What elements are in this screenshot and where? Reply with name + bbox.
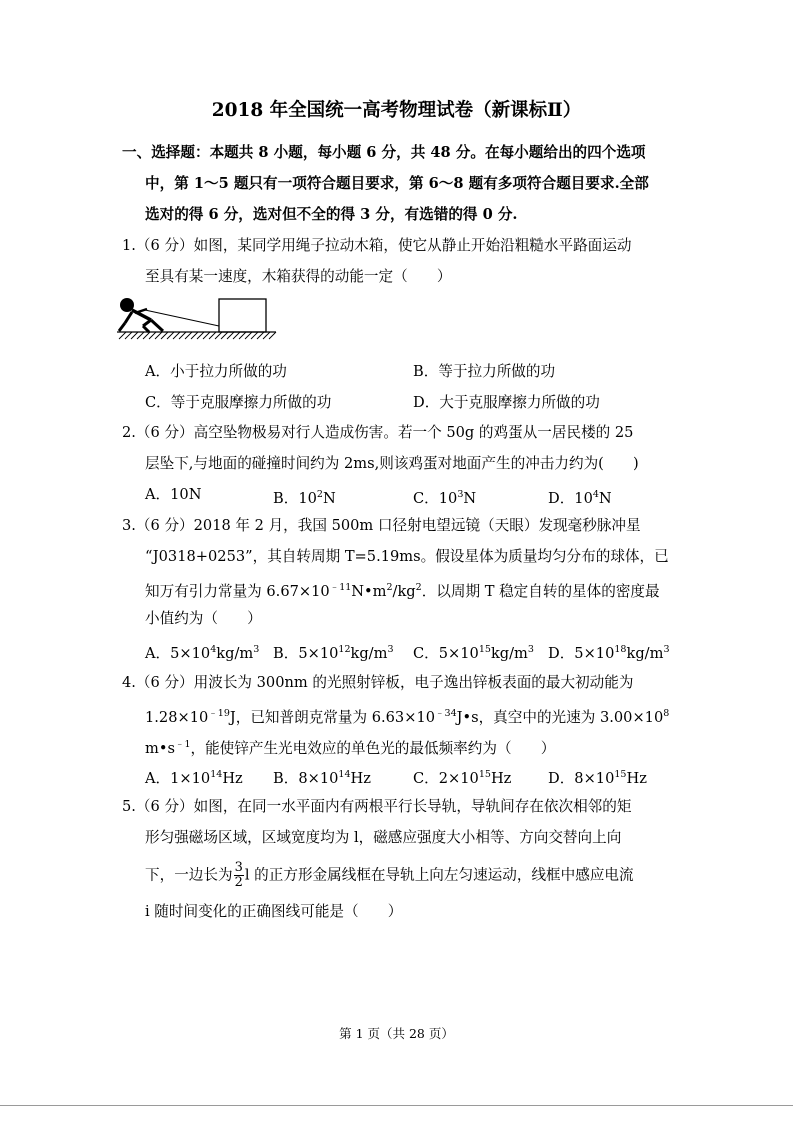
question-5-line-2: 形匀强磁场区域，区域宽度均为 l，磁感应强度大小相等、方向交替向上向 [145,829,622,846]
fraction-three-halves: $\frac{3}{2}$ [234,860,243,890]
question-4-option-b: B．$8\times 10^{14}Hz$ [273,769,371,787]
question-3-option-a: A．$5\times 10^4kg/m^3$ [145,644,260,662]
question-4-line-1: 4.（6 分）用波长为 300nm 的光照射锌板，电子逸出锌板表面的最大初动能为 [122,674,634,691]
question-2-option-c: C．$10^3N$ [413,489,477,507]
question-3-line-1: 3.（6 分）2018 年 2 月，我国 500m 口径射电望远镜（天眼）发现毫秒脉冲星 [122,517,641,534]
question-1-option-b: B．等于拉力所做的功 [413,363,556,380]
question-5-line-3: 下，一边长为 $\frac{3}{2}$ l 的正方形金属线框在导轨上向左匀速运动，线框中感应电流 [145,860,634,890]
question-4-option-c: C．$2\times 10^{15}Hz$ [413,769,512,787]
page-title: 2018 年全国统一高考物理试卷（新课标Ⅱ） [211,100,582,121]
question-3-line-4: 小值约为（ ） [145,610,262,627]
section-instructions-line-1: 一、选择题：本题共 8 小题，每小题 6 分，共 48 分。在每小题给出的四个选项 [122,144,646,161]
question-1-option-c: C．等于克服摩擦力所做的功 [145,394,332,411]
question-1-option-a: A．小于拉力所做的功 [145,363,287,380]
question-1-line-1: 1.（6 分）如图，某同学用绳子拉动木箱，使它从静止开始沿粗糙水平路面运动 [122,237,632,254]
question-3-option-d: D．$5\times 10^{18}kg/m^3$ [548,644,670,662]
question-3-line-2: “J0318+0253”，其自转周期 T=5.19ms。假设星体为质量均匀分布的球体，已 [145,548,669,565]
question-5-line-4: i 随时间变化的正确图线可能是（ ） [145,903,403,920]
question-3-line-3: 知万有引力常量为 $6.67\times 10^{﹣11}N•m^2/kg^2$．以周期 T 稳定自转的星体的密度最 [145,582,660,600]
question-2-line-1: 2.（6 分）高空坠物极易对行人造成伤害。若一个 50g 的鸡蛋从一居民楼的 25 [122,424,634,441]
question-4-line-2: $1.28\times 10^{﹣19}J$，已知普朗克常量为 $6.63\times 10^{﹣34}J•s$，真空中的光速为 $3.00\times 10^8$ [145,708,670,726]
question-3-option-b: B．$5\times 10^{12}kg/m^3$ [273,644,394,662]
question-2-option-b: B．$10^2N$ [273,489,336,507]
page-footer: 第 1 页（共 28 页） [339,1026,454,1041]
page-bottom-rule [0,1105,793,1106]
question-4-line-3: $m•s^{﹣1}$，能使锌产生光电效应的单色光的最低频率约为（ ） [145,739,556,757]
question-4-option-a: A．$1\times 10^{14}Hz$ [145,769,243,787]
section-instructions-line-3: 选对的得 6 分，选对但不全的得 3 分，有选错的得 0 分. [145,206,518,223]
question-1-line-2: 至具有某一速度，木箱获得的动能一定（ ） [145,268,452,285]
question-3-option-c: C．$5\times 10^{15}kg/m^3$ [413,644,534,662]
question-1-figure [113,290,278,345]
question-1-option-d: D．大于克服摩擦力所做的功 [413,394,600,411]
question-2-line-2: 层坠下,与地面的碰撞时间约为 2ms,则该鸡蛋对地面产生的冲击力约为( ) [145,455,639,472]
question-2-option-a: A．10N [145,486,202,503]
question-2-option-d: D．$10^4N$ [548,489,612,507]
question-5-line-1: 5.（6 分）如图，在同一水平面内有两根平行长导轨，导轨间存在依次相邻的矩 [122,798,632,815]
section-instructions-line-2: 中，第 1～5 题只有一项符合题目要求，第 6～8 题有多项符合题目要求.全部 [145,175,649,192]
question-4-option-d: D．$8\times 10^{15}Hz$ [548,769,647,787]
